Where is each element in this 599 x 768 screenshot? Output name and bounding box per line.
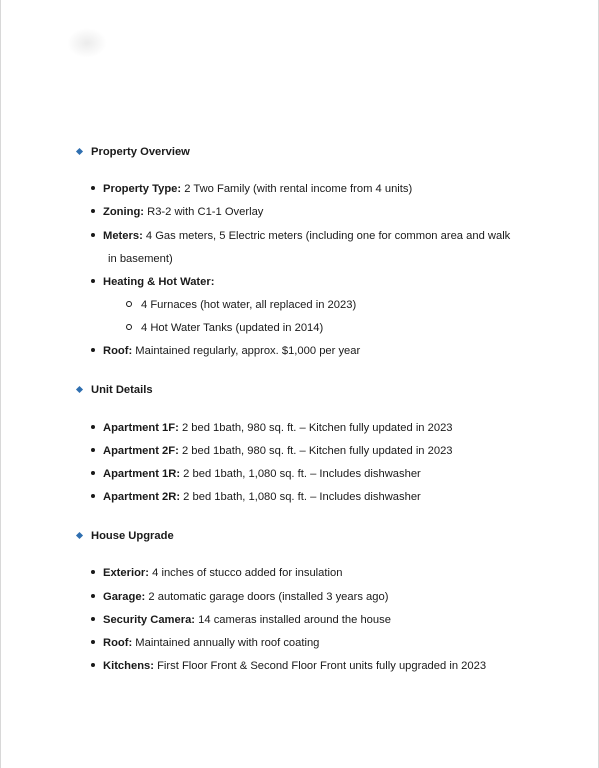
- diamond-bullet-icon: [76, 532, 83, 539]
- list-item-property-type: Property Type: 2 Two Family (with rental income from 4 units): [91, 183, 412, 195]
- bullet-icon: [91, 348, 95, 352]
- bullet-icon: [91, 594, 95, 598]
- list-item-security-camera: Security Camera: 14 cameras installed around the house: [91, 614, 391, 626]
- list-item-garage: Garage: 2 automatic garage doors (installed 3 years ago): [91, 591, 388, 603]
- bullet-icon: [91, 471, 95, 475]
- scan-smudge: [67, 28, 107, 58]
- list-item-roof: Roof: Maintained regularly, approx. $1,000 per year: [91, 345, 360, 357]
- bullet-icon: [91, 448, 95, 452]
- bullet-icon: [91, 186, 95, 190]
- bullet-icon: [91, 209, 95, 213]
- list-item-apartment-1r: Apartment 1R: 2 bed 1bath, 1,080 sq. ft. – Includes dishwasher: [91, 468, 421, 480]
- list-item-exterior: Exterior: 4 inches of stucco added for insulation: [91, 567, 342, 579]
- bullet-icon: [91, 233, 95, 237]
- list-item-zoning: Zoning: R3-2 with C1-1 Overlay: [91, 206, 263, 218]
- hollow-bullet-icon: [126, 301, 132, 307]
- hollow-bullet-icon: [126, 324, 132, 330]
- diamond-bullet-icon: [76, 386, 83, 393]
- list-item-apartment-1f: Apartment 1F: 2 bed 1bath, 980 sq. ft. – Kitchen fully updated in 2023: [91, 422, 453, 434]
- section-heading-property-overview: Property Overview: [77, 146, 190, 158]
- list-item-kitchens: Kitchens: First Floor Front & Second Floor Front units fully upgraded in 2023: [91, 660, 486, 672]
- list-item-roof-upgrade: Roof: Maintained annually with roof coating: [91, 637, 319, 649]
- sub-item-hot-water-tanks: 4 Hot Water Tanks (updated in 2014): [126, 322, 323, 334]
- sub-item-furnaces: 4 Furnaces (hot water, all replaced in 2023): [126, 299, 356, 311]
- bullet-icon: [91, 617, 95, 621]
- bullet-icon: [91, 640, 95, 644]
- list-item-heating-hot-water: Heating & Hot Water:: [91, 276, 214, 288]
- diamond-bullet-icon: [76, 148, 83, 155]
- section-heading-house-upgrade: House Upgrade: [77, 530, 174, 542]
- bullet-icon: [91, 279, 95, 283]
- bullet-icon: [91, 663, 95, 667]
- bullet-icon: [91, 570, 95, 574]
- section-heading-unit-details: Unit Details: [77, 384, 153, 396]
- list-item-meters: Meters: 4 Gas meters, 5 Electric meters (including one for common area and walk: [91, 230, 510, 242]
- bullet-icon: [91, 494, 95, 498]
- list-item-apartment-2f: Apartment 2F: 2 bed 1bath, 980 sq. ft. – Kitchen fully updated in 2023: [91, 445, 453, 457]
- bullet-icon: [91, 425, 95, 429]
- list-item-apartment-2r: Apartment 2R: 2 bed 1bath, 1,080 sq. ft. – Includes dishwasher: [91, 491, 421, 503]
- list-item-meters-continuation: in basement): [108, 253, 173, 265]
